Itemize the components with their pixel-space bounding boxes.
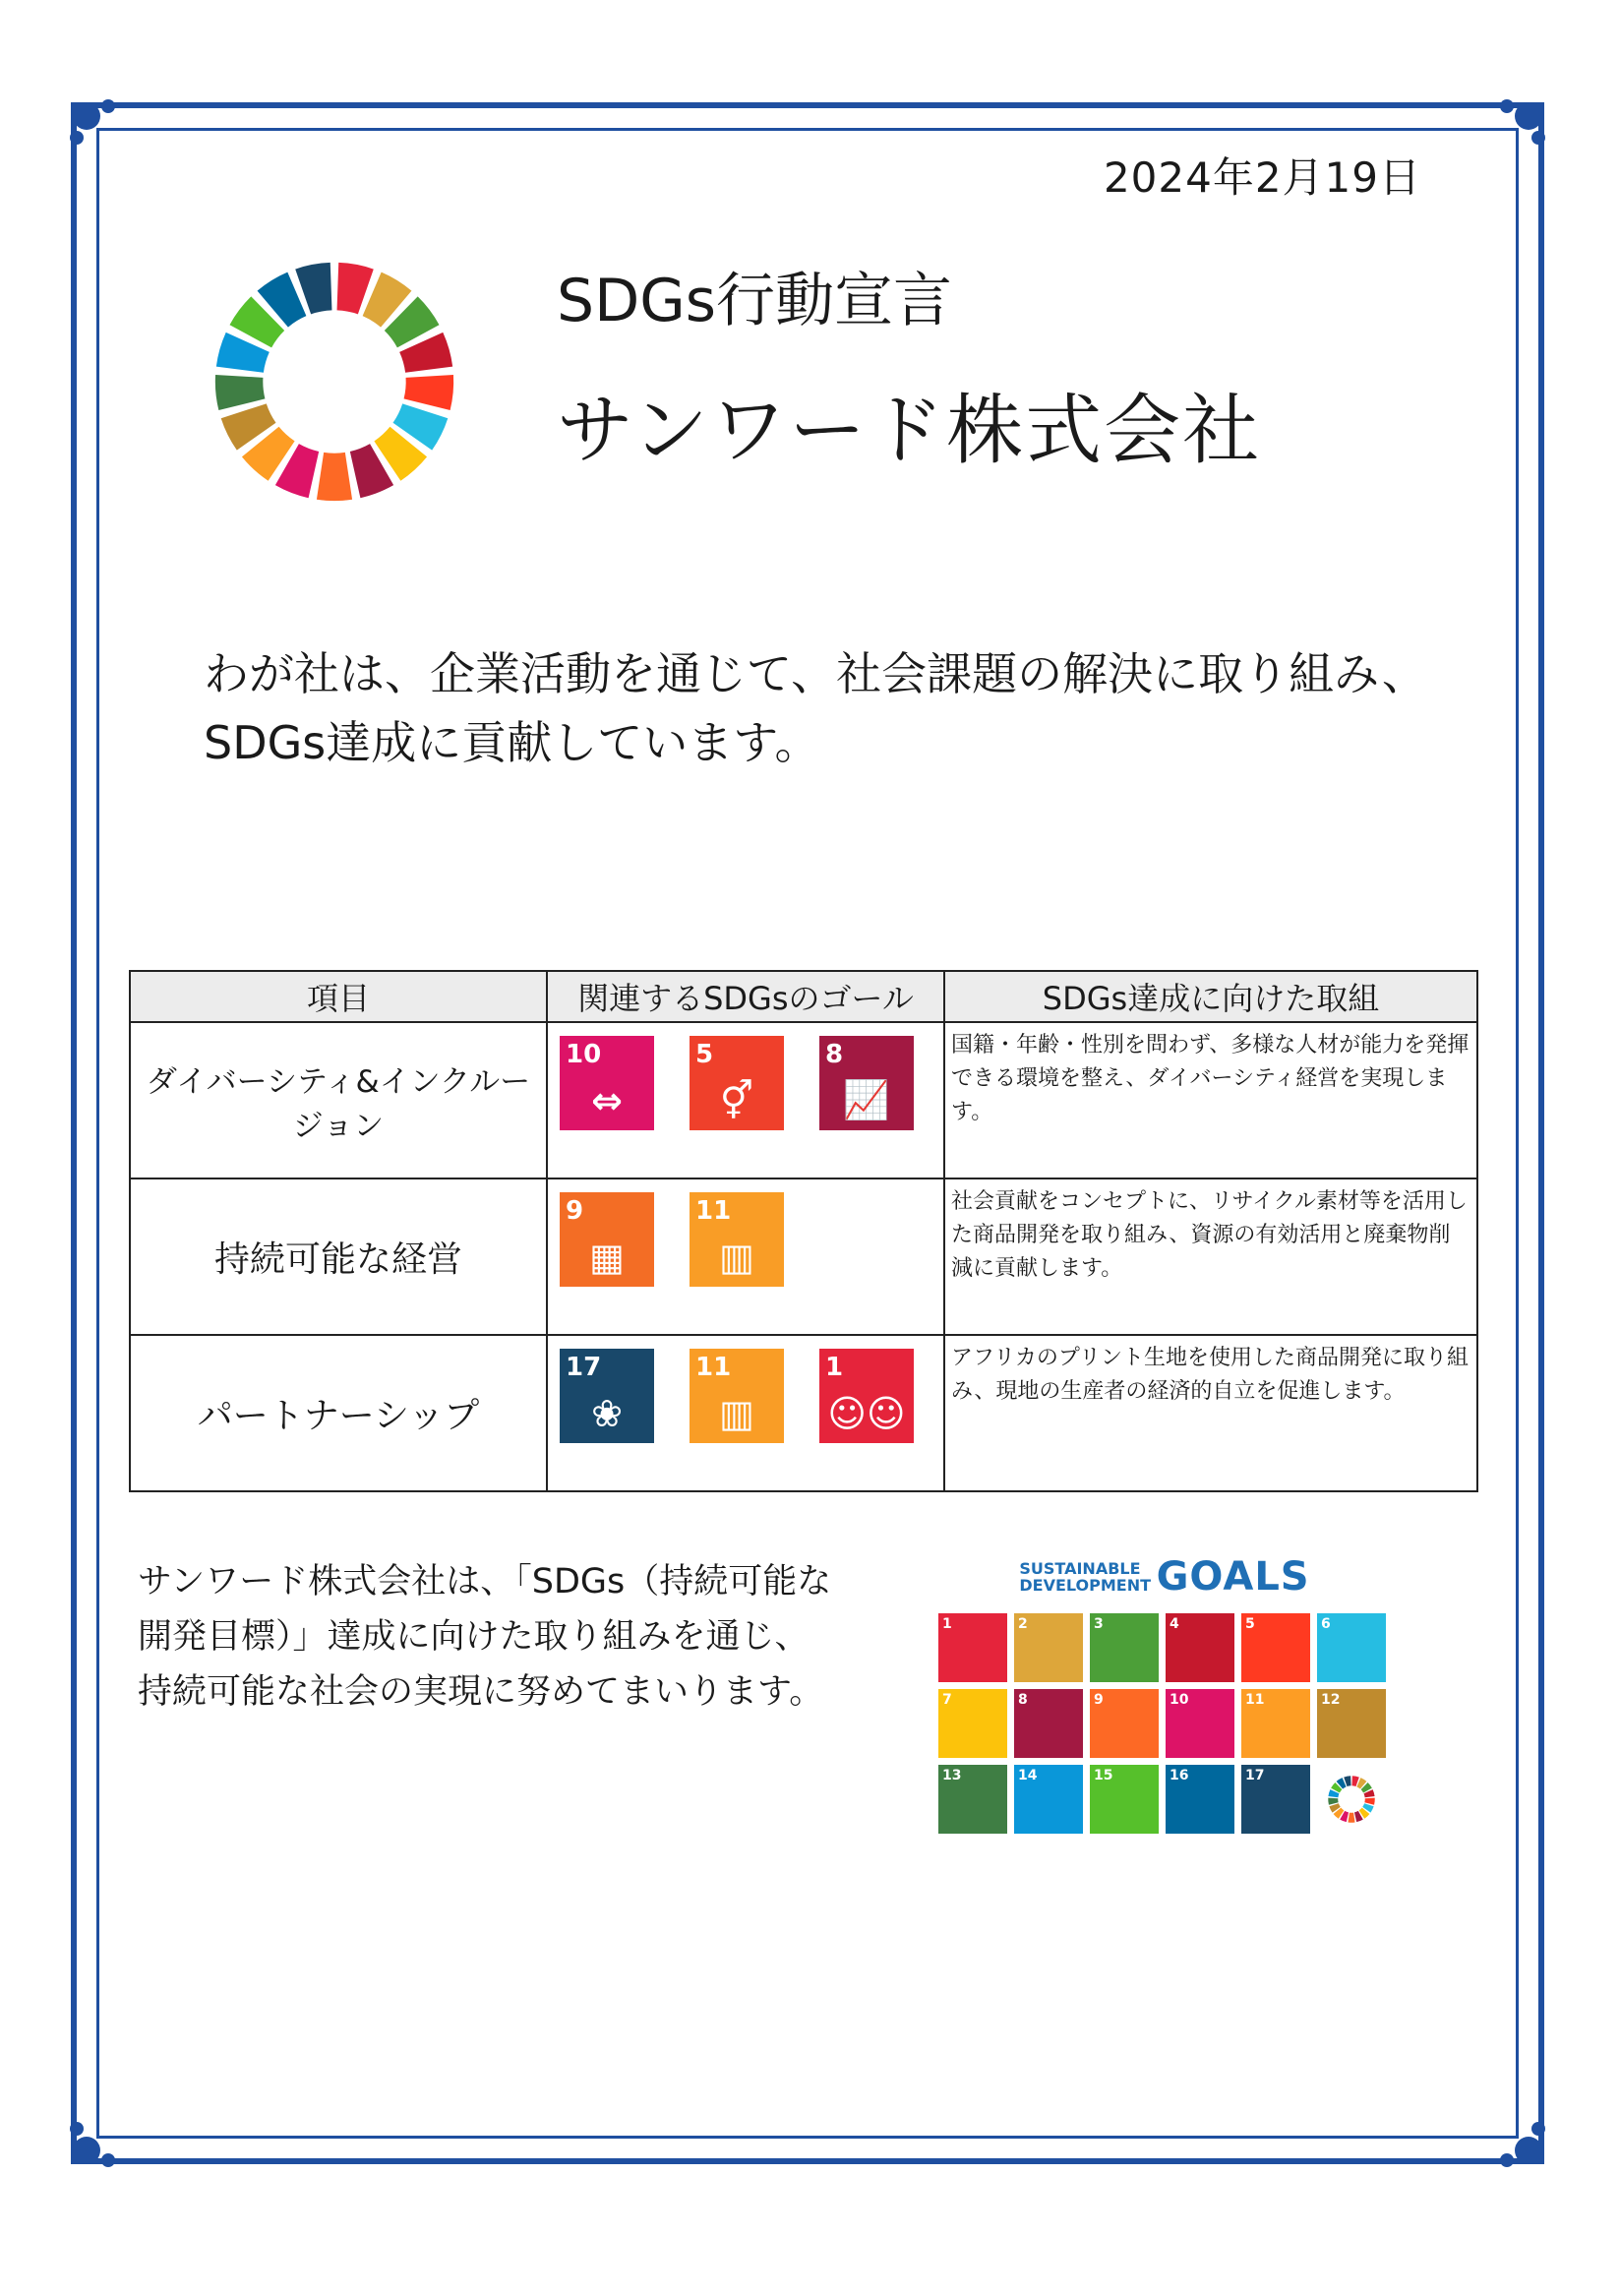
sdg-goal-number: 9 — [566, 1195, 584, 1226]
sdg-heading-small-line: SUSTAINABLE — [1019, 1559, 1141, 1578]
sdg-grid-tile — [1090, 1689, 1159, 1758]
sdg-mini-wheel-icon — [1317, 1765, 1386, 1834]
sdg-grid-tile — [1166, 1765, 1234, 1834]
sdg-grid-tile-number: 14 — [1018, 1768, 1038, 1783]
sdg-grid-tile — [938, 1765, 1007, 1834]
sdg-grid-tile — [1317, 1613, 1386, 1682]
sdg-goal-number: 5 — [695, 1039, 714, 1069]
sdg-grid-tile-number: 8 — [1018, 1692, 1028, 1708]
sdg-grid-tile-number: 12 — [1321, 1692, 1341, 1708]
sdg-grid-tile-number: 9 — [1094, 1692, 1104, 1708]
sdg-grid-tile — [1014, 1613, 1083, 1682]
wheel-segment — [1348, 1813, 1354, 1823]
gender-icon: ⚥ — [719, 1078, 754, 1122]
sdg-goal-tile — [560, 1349, 654, 1443]
row-action: 社会貢献をコンセプトに、リサイクル素材等を活用した商品開発を取り組み、資源の有効活用と廃棄物削減に貢献します。 — [944, 1178, 1477, 1335]
sdg-goal-number: 11 — [695, 1352, 732, 1382]
sdg-goal-tile — [690, 1192, 784, 1287]
sdg-grid-tile-number: 6 — [1321, 1616, 1331, 1632]
sdg-goal-number: 11 — [695, 1195, 732, 1226]
city-icon: ▥ — [719, 1391, 754, 1435]
sdg-grid-tile — [938, 1613, 1007, 1682]
sdg-goal-tile — [560, 1036, 654, 1130]
sdg-goal-tile — [690, 1036, 784, 1130]
table-row — [130, 1022, 1477, 1178]
table-header-row — [130, 971, 1477, 1022]
family-icon: ☺☺ — [827, 1391, 906, 1435]
table-row — [130, 1178, 1477, 1335]
sdg-grid-tile-number: 3 — [1094, 1616, 1104, 1632]
sdg-grid-tile — [1014, 1765, 1083, 1834]
corner-ornament-icon — [69, 2109, 128, 2168]
sdg-grid-tile — [1241, 1765, 1310, 1834]
row-action: 国籍・年齢・性別を問わず、多様な人材が能力を発揮できる環境を整え、ダイバーシティ経営を実現します。 — [944, 1022, 1477, 1178]
wheel-segment — [1328, 1798, 1338, 1805]
sdg-grid-tile-number: 11 — [1245, 1692, 1265, 1708]
sdg-grid-tile-number: 13 — [942, 1768, 962, 1783]
sdg-heading-goals: GOALS — [1156, 1554, 1310, 1600]
row-action: アフリカのプリント生地を使用した商品開発に取り組み、現地の生産者の経済的自立を促進します。 — [944, 1335, 1477, 1491]
intro-line: SDGs達成に貢献しています。 — [204, 716, 820, 769]
sdg-tile-grid — [938, 1613, 1391, 1834]
sdg-grid-tile — [1014, 1689, 1083, 1758]
sdg-grid-tile-number: 1 — [942, 1616, 952, 1632]
sdg-goal-number: 1 — [825, 1352, 844, 1382]
closing-line: 持続可能な社会の実現に努めてまいります。 — [138, 1672, 824, 1712]
closing-statement — [138, 1554, 831, 1720]
sdg-grid-tile-number: 7 — [942, 1692, 952, 1708]
column-header: SDGs達成に向けた取組 — [944, 971, 1477, 1022]
sdg-grid-tile-number: 15 — [1094, 1768, 1113, 1783]
corner-ornament-icon — [69, 98, 128, 157]
sdg-heading — [938, 1554, 1391, 1600]
sdg-grid-tile-number: 4 — [1170, 1616, 1179, 1632]
sdg-goal-number: 17 — [566, 1352, 602, 1382]
sdg-goal-tile — [819, 1349, 914, 1443]
sdg-grid-tile — [938, 1689, 1007, 1758]
wheel-segment — [1364, 1798, 1374, 1805]
sdg-heading-small — [1019, 1560, 1151, 1594]
row-item: 持続可能な経営 — [130, 1178, 547, 1335]
sdg-grid-tile — [1317, 1689, 1386, 1758]
cubes-icon: ▦ — [589, 1235, 625, 1279]
city-icon: ▥ — [719, 1235, 754, 1279]
intro-statement — [204, 639, 1427, 777]
row-goal-icons — [547, 1022, 944, 1178]
column-header: 項目 — [130, 971, 547, 1022]
sdg-grid-tile — [1090, 1765, 1159, 1834]
closing-line: サンワード株式会社は、「SDGs（持続可能な — [138, 1562, 832, 1601]
sdg-mini-wheel-svg — [1327, 1775, 1376, 1824]
sdg-goal-tile — [560, 1192, 654, 1287]
row-goal-icons — [547, 1178, 944, 1335]
sdg-grid-tile-number: 10 — [1170, 1692, 1189, 1708]
corner-ornament-icon — [1487, 98, 1546, 157]
equality-icon: ⇔ — [591, 1078, 623, 1122]
growth-chart-icon: 📈 — [843, 1077, 890, 1121]
sdg-wheel-icon — [210, 258, 458, 506]
wheel-segment — [317, 453, 352, 501]
table-row — [130, 1335, 1477, 1491]
sdg-grid-tile — [1090, 1613, 1159, 1682]
sdg-goal-tile — [690, 1349, 784, 1443]
intro-line: わが社は、企業活動を通じて、社会課題の解決に取り組み、 — [204, 647, 1427, 700]
sdg-grid-tile — [1241, 1613, 1310, 1682]
wheel-segment — [215, 375, 266, 410]
company-name: サンワード株式会社 — [557, 387, 1262, 475]
goal-icon-row — [548, 1349, 943, 1443]
goal-icon-row — [548, 1036, 943, 1130]
sdg-goals-table — [129, 970, 1478, 1492]
row-item: パートナーシップ — [130, 1335, 547, 1491]
sdg-grid-tile-number: 5 — [1245, 1616, 1255, 1632]
row-item: ダイバーシティ&インクルージョン — [130, 1022, 547, 1178]
sdg-grid-tile-number: 16 — [1170, 1768, 1189, 1783]
goal-icon-row — [548, 1192, 943, 1287]
sdg-grid-tile — [1166, 1613, 1234, 1682]
sdg-goal-number: 8 — [825, 1039, 844, 1069]
sdg-heading-small-line: DEVELOPMENT — [1019, 1576, 1152, 1595]
document-date: 2024年2月19日 — [1103, 153, 1421, 202]
row-goal-icons — [547, 1335, 944, 1491]
page-title: SDGs行動宣言 — [557, 267, 953, 335]
sdg-grid-tile — [1241, 1689, 1310, 1758]
sdg-grid-tile-number: 17 — [1245, 1768, 1265, 1783]
sdg-grid-tile — [1166, 1689, 1234, 1758]
wheel-segment — [404, 375, 454, 410]
closing-line: 開発目標）」達成に向けた取り組みを通じ、 — [138, 1617, 810, 1657]
sdg-goal-tile — [819, 1036, 914, 1130]
corner-ornament-icon — [1487, 2109, 1546, 2168]
sdg-goals-logo — [938, 1554, 1391, 1834]
sdg-goal-number: 10 — [566, 1039, 602, 1069]
column-header: 関連するSDGsのゴール — [547, 971, 944, 1022]
sdg-grid-tile-number: 2 — [1018, 1616, 1028, 1632]
rings-icon: ❀ — [591, 1391, 623, 1435]
